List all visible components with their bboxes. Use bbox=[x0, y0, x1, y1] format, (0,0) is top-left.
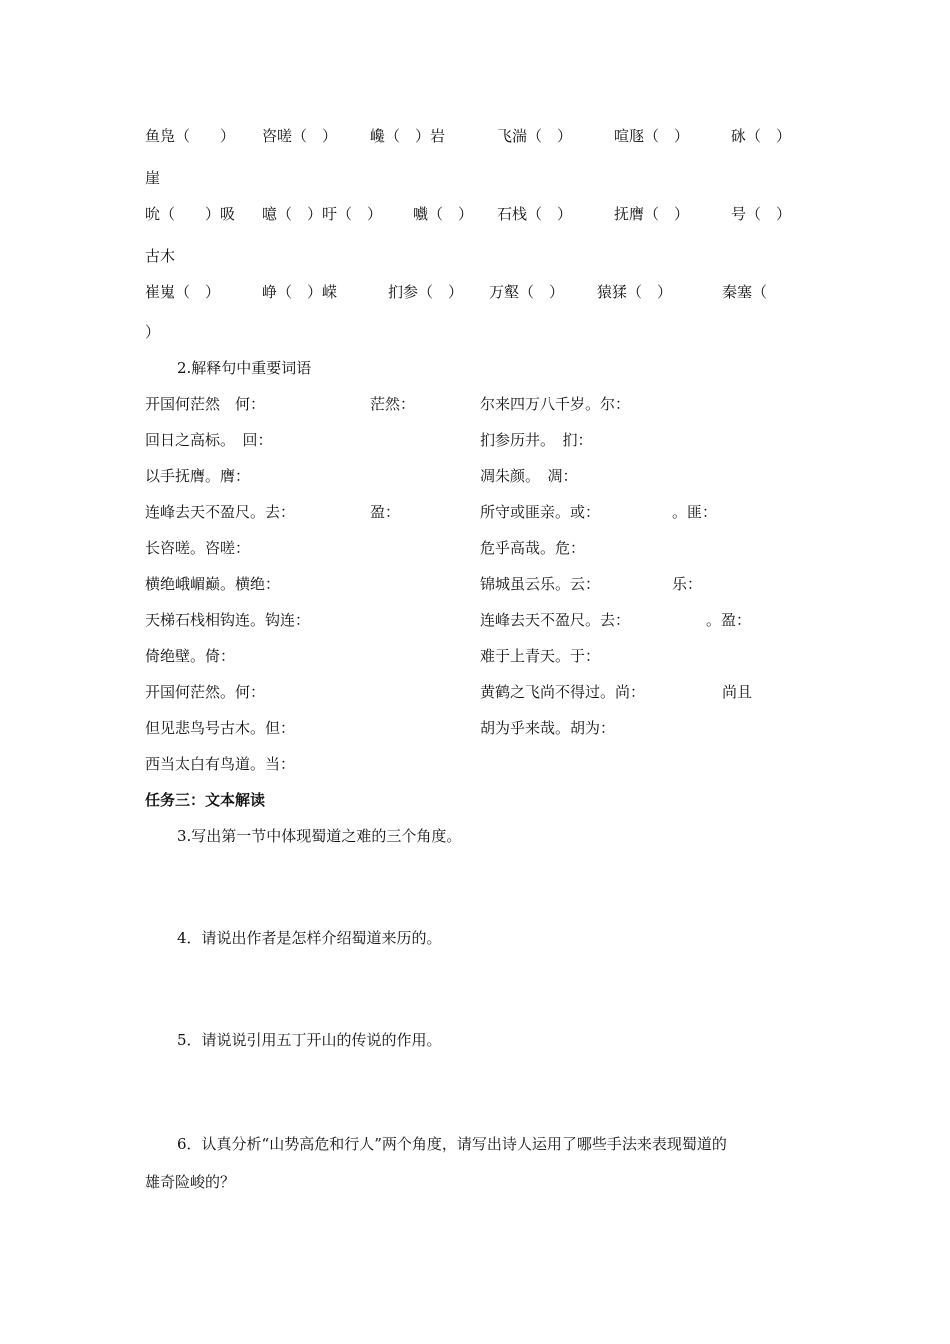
vocab-item: 横绝峨嵋巅。横绝： bbox=[145, 575, 281, 593]
vocab-item: 连峰去天不盈尺。去： bbox=[145, 503, 296, 521]
question-4: 4．请说出作者是怎样介绍蜀道来历的。 bbox=[177, 929, 442, 947]
vocab-item: 。匪： bbox=[672, 503, 718, 521]
pinyin-item: 飞湍（ ） bbox=[497, 127, 573, 145]
vocab-item: 盈： bbox=[370, 503, 401, 521]
vocab-item: 连峰去天不盈尺。去： bbox=[480, 611, 631, 629]
vocab-item: 开国何茫然 何： bbox=[145, 395, 266, 413]
pinyin-item: 秦塞（ bbox=[722, 283, 768, 301]
question-6-line1: 6．认真分析“山势高危和行人”两个角度，请写出诗人运用了哪些手法来表现蜀道的 bbox=[177, 1135, 727, 1153]
pinyin-item: 扪参（ ） bbox=[388, 283, 464, 301]
pinyin-item: 咨嗟（ ） bbox=[262, 127, 338, 145]
vocab-item: 尔来四万八千岁。尔： bbox=[480, 395, 631, 413]
vocab-item: 回日之高标。 回： bbox=[145, 431, 273, 449]
vocab-item: 西当太白有鸟道。当： bbox=[145, 755, 296, 773]
vocab-item: 长咨嗟。咨嗟： bbox=[145, 539, 251, 557]
pinyin-item: 砯（ ） bbox=[731, 127, 792, 145]
vocab-item: 难于上青天。于： bbox=[480, 647, 601, 665]
vocab-item: 开国何茫然。何： bbox=[145, 683, 266, 701]
vocab-item: 所守或匪亲。或： bbox=[480, 503, 601, 521]
pinyin-item: 崔嵬（ ） bbox=[145, 283, 221, 301]
vocab-item: 天梯石栈相钩连。钩连： bbox=[145, 611, 311, 629]
vocab-item: 胡为乎来哉。胡为： bbox=[480, 719, 616, 737]
vocab-item: 以手抚膺。膺： bbox=[145, 467, 251, 485]
vocab-item: 尚且 bbox=[722, 683, 753, 701]
pinyin-item: 巉（ ）岩 bbox=[370, 127, 446, 145]
pinyin-wrap: 崖 bbox=[145, 169, 161, 187]
vocab-item: 。盈： bbox=[706, 611, 752, 629]
pinyin-item: 嚱（ ） bbox=[413, 205, 474, 223]
vocab-item: 黄鹤之飞尚不得过。尚： bbox=[480, 683, 646, 701]
pinyin-item: 噫（ ）吁（ ） bbox=[262, 205, 383, 223]
pinyin-item: 吮（ ）吸 bbox=[145, 205, 236, 223]
pinyin-wrap: ） bbox=[145, 323, 161, 341]
pinyin-item: 号（ ） bbox=[731, 205, 792, 223]
vocab-item: 锦城虽云乐。云： bbox=[480, 575, 601, 593]
vocab-item: 扪参历井。 扪： bbox=[480, 431, 593, 449]
pinyin-item: 峥（ ）嵘 bbox=[262, 283, 338, 301]
pinyin-item: 猿猱（ ） bbox=[597, 283, 673, 301]
pinyin-wrap: 古木 bbox=[145, 247, 176, 265]
question-3: 3.写出第一节中体现蜀道之难的三个角度。 bbox=[177, 827, 462, 845]
pinyin-item: 石栈（ ） bbox=[497, 205, 573, 223]
pinyin-item: 鱼凫（ ） bbox=[145, 127, 236, 145]
task3-heading: 任务三：文本解读 bbox=[145, 791, 266, 809]
pinyin-item: 万壑（ ） bbox=[489, 283, 565, 301]
vocab-item: 凋朱颜。 凋： bbox=[480, 467, 578, 485]
vocab-item: 茫然： bbox=[370, 395, 416, 413]
question-5: 5．请说说引用五丁开山的传说的作用。 bbox=[177, 1031, 442, 1049]
task2-heading: 2.解释句中重要词语 bbox=[177, 359, 312, 377]
pinyin-item: 抚膺（ ） bbox=[614, 205, 690, 223]
vocab-item: 乐： bbox=[672, 575, 703, 593]
vocab-item: 但见悲鸟号古木。但： bbox=[145, 719, 296, 737]
question-6-line2: 雄奇险峻的？ bbox=[145, 1173, 236, 1191]
pinyin-item: 喧豗（ ） bbox=[614, 127, 690, 145]
vocab-item: 倚绝壁。倚： bbox=[145, 647, 236, 665]
vocab-item: 危乎高哉。危： bbox=[480, 539, 586, 557]
